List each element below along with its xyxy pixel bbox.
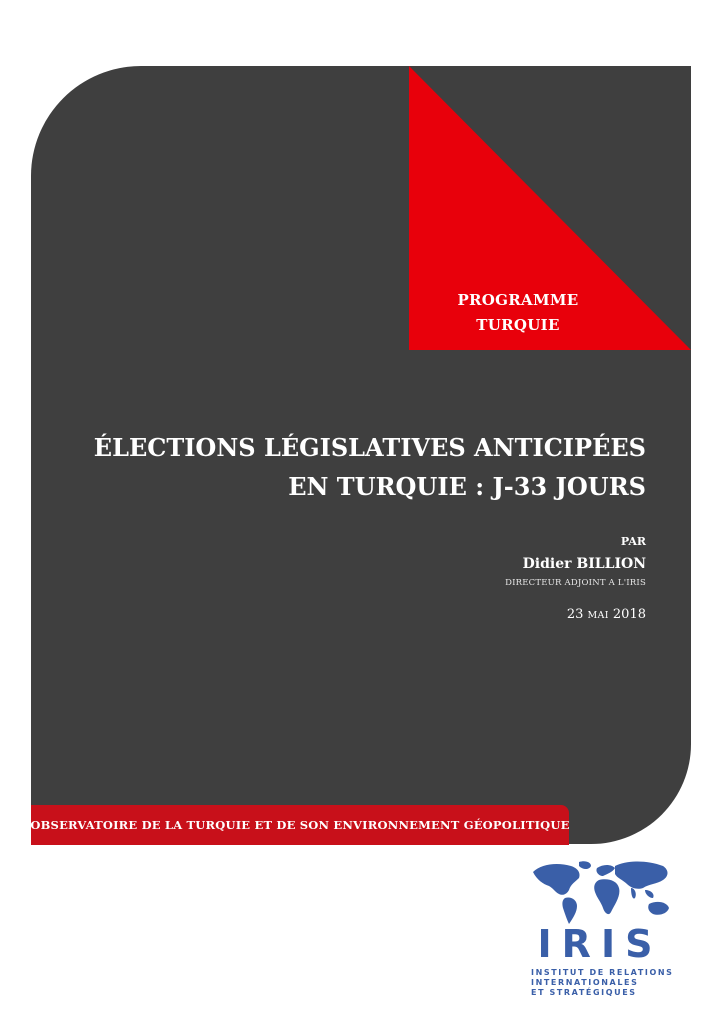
title-line: ÉLECTIONS LÉGISLATIVES ANTICIPÉES [93, 433, 646, 462]
by-label: PAR [620, 535, 646, 548]
publication-date [567, 607, 646, 622]
author-role: DIRECTEUR ADJOINT A L'IRIS [505, 578, 646, 588]
title-line: EN TURQUIE : J-33 JOURS [288, 472, 646, 501]
observatory-band [31, 805, 569, 845]
iris-caption [531, 968, 674, 998]
programme-line: PROGRAMME [457, 291, 579, 309]
date-day: 23 [566, 607, 584, 622]
iris-caption-line: INSTITUT DE RELATIONS [531, 968, 674, 977]
iris-caption-line: INTERNATIONALES [531, 978, 639, 987]
programme-line: TURQUIE [476, 316, 560, 334]
date-month: MAI [587, 610, 609, 621]
date-year: 2018 [612, 607, 646, 622]
observatory-label: OBSERVATOIRE DE LA TURQUIE ET DE SON ENVIRONNEMENT GÉOPOLITIQUE [30, 818, 570, 832]
programme-label [418, 288, 618, 338]
iris-caption-line: ET STRATÉGIQUES [531, 988, 637, 997]
world-map-icon [527, 858, 677, 928]
author-name: Didier BILLION [522, 556, 646, 572]
iris-wordmark: IRIS [537, 922, 663, 966]
document-title [86, 428, 646, 506]
